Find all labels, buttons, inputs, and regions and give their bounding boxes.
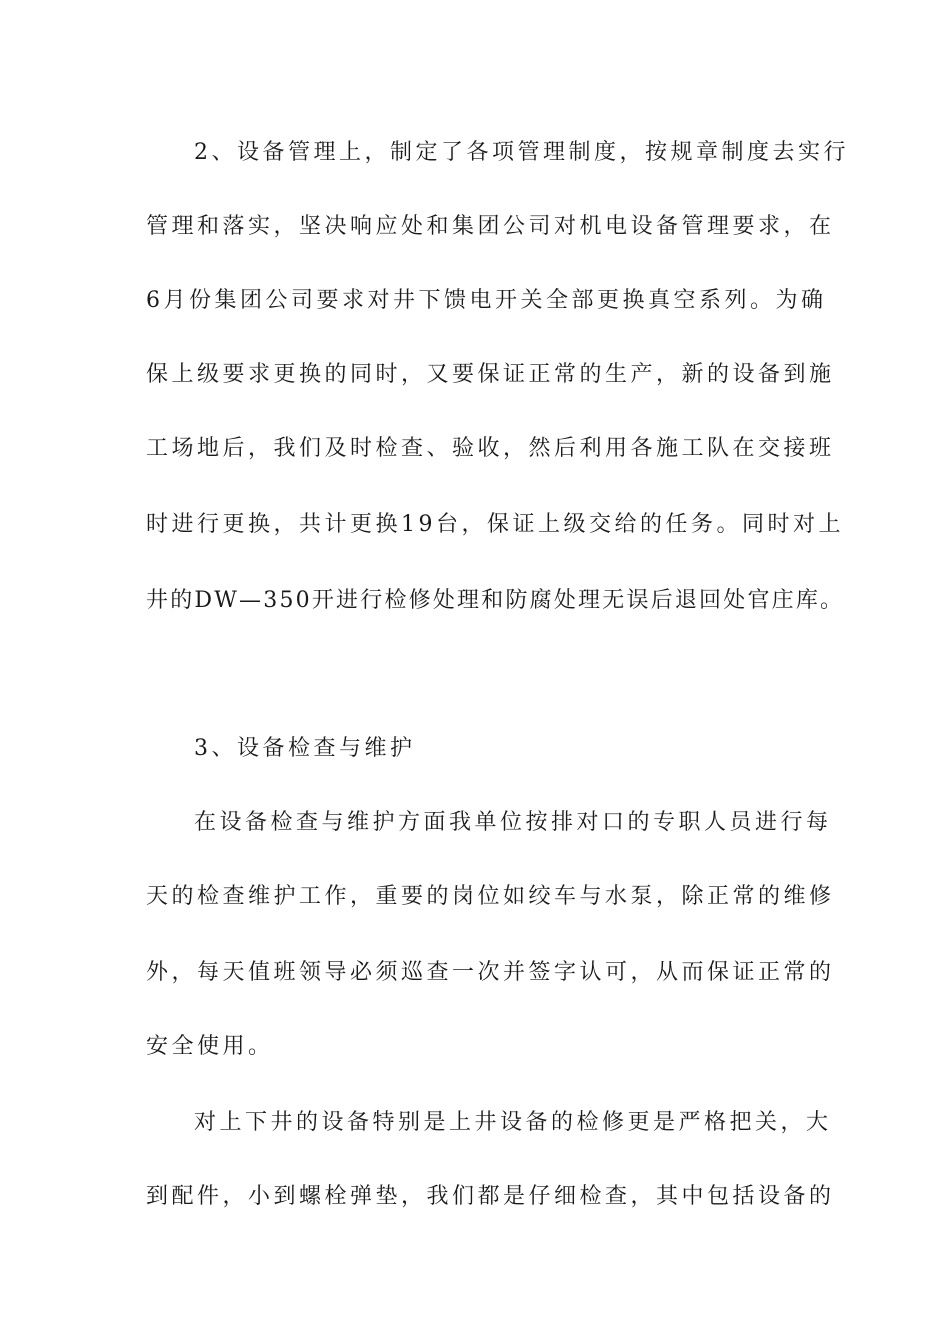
text-line: 在设备检查与维护方面我单位按排对口的专职人员进行每 (194, 810, 832, 835)
text-line: 井的DW—350开进行检修处理和防腐处理无误后退回处官庄库。 (146, 588, 845, 613)
text-line: 外，每天值班领导必须巡查一次并签字认可，从而保证正常的 (146, 960, 835, 985)
text-line: 工场地后，我们及时检查、验收，然后利用各施工队在交接班 (146, 436, 835, 461)
text-line: 对上下井的设备特别是上井设备的检修更是严格把关，大 (194, 1110, 832, 1135)
text-line: 安全使用。 (146, 1034, 274, 1059)
text-line: 时进行更换，共计更换19台，保证上级交给的任务。同时对上 (146, 512, 844, 537)
text-line: 保上级要求更换的同时，又要保证正常的生产，新的设备到施 (146, 362, 835, 387)
text-line: 管理和落实，坚决响应处和集团公司对机电设备管理要求，在 (146, 214, 835, 239)
text-line: 6月份集团公司要求对井下馈电开关全部更换真空系列。为确 (146, 288, 827, 313)
text-line: 2、设备管理上，制定了各项管理制度，按规章制度去实行 (194, 140, 849, 165)
section-heading: 3、设备检查与维护 (194, 736, 416, 761)
text-line: 天的检查维护工作，重要的岗位如绞车与水泵，除正常的维修 (146, 884, 835, 909)
text-line: 到配件，小到螺栓弹垫，我们都是仔细检查，其中包括设备的 (146, 1184, 835, 1209)
